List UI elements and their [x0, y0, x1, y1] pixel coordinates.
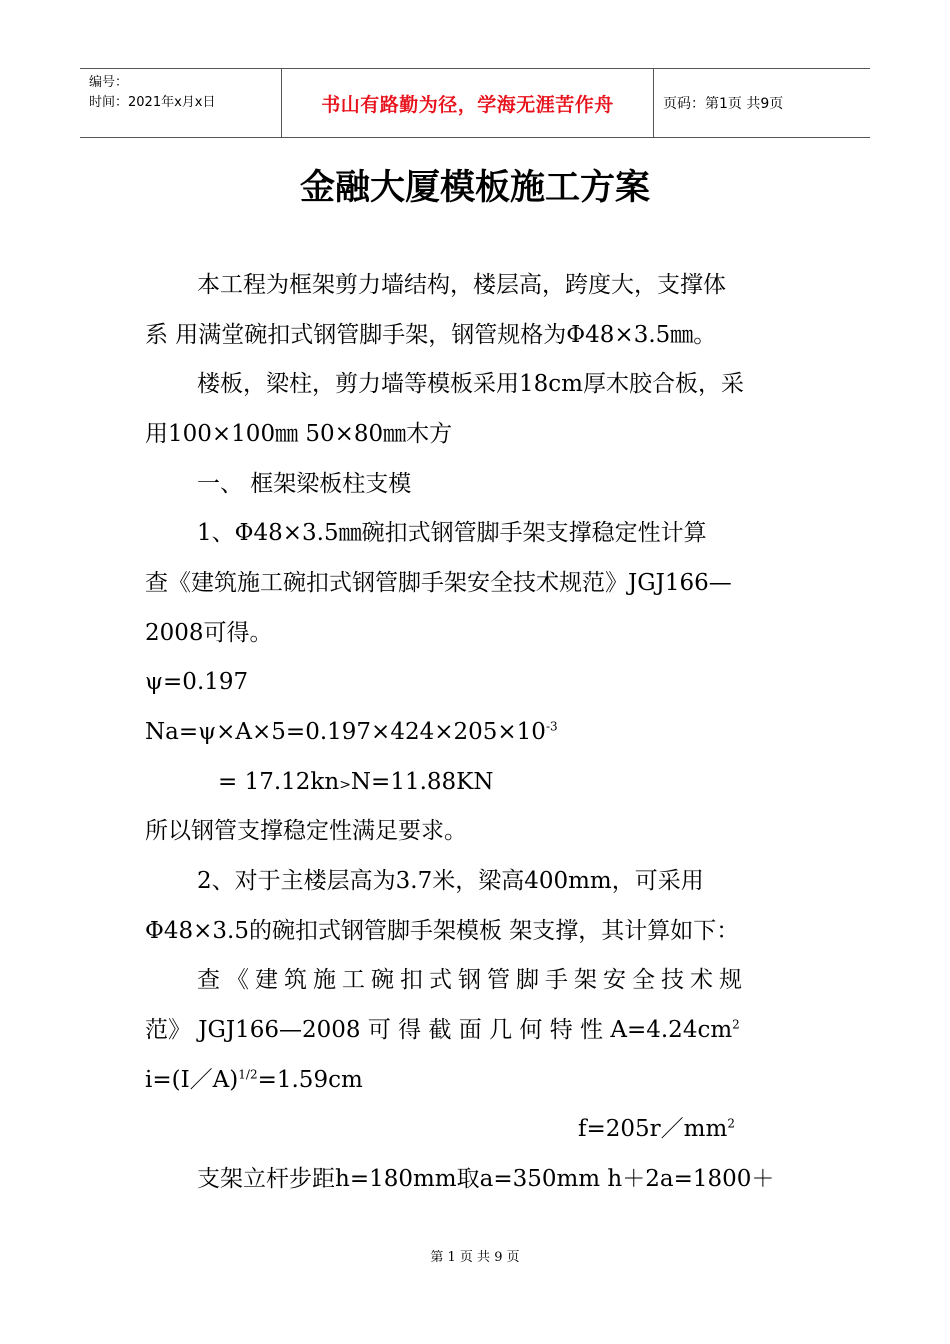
formula-text: 范》 JGJ166—2008 可 得 截 面 几 何 特 性 A=4.24cm [145, 1017, 733, 1043]
formula-text: f=205r／mm [578, 1116, 728, 1142]
document-time-label: 时间：2021年x月x日 [89, 95, 216, 110]
paragraph-line: 楼板，梁柱，剪力墙等模板采用18cm厚木胶合板，采 [197, 371, 744, 397]
paragraph-line: 2008可得。 [145, 620, 273, 646]
formula-comparator: > [339, 777, 351, 793]
formula-line [145, 717, 558, 747]
formula-line [578, 1114, 735, 1144]
paragraph-line: 系 用满堂碗扣式钢管脚手架，钢管规格为Φ48×3.5㎜。 [145, 322, 717, 348]
header-table [80, 68, 870, 138]
formula-line: ψ=0.197 [145, 669, 249, 695]
formula-text: =1.59cm [257, 1067, 363, 1093]
header-left-cell [80, 69, 281, 137]
header-motto: 书山有路勤为径，学海无涯苦作舟 [281, 69, 654, 137]
formula-line [145, 1015, 740, 1045]
formula-text: i=(I／A) [145, 1067, 239, 1093]
paragraph-line: 用100×100㎜ 50×80㎜木方 [145, 421, 453, 447]
paragraph-line: 支架立杆步距h=180mm取a=350mm h＋2a=1800＋ [197, 1166, 775, 1192]
paragraph-line: 查《建筑施工碗扣式钢管脚手架安全技术规范》JGJ166— [145, 570, 732, 596]
formula-text: = 17.12kn [218, 769, 340, 795]
paragraph-line: 所以钢管支撑稳定性满足要求。 [145, 818, 467, 844]
formula-text: N=11.88KN [350, 769, 494, 795]
formula-exponent: 2 [732, 1017, 740, 1032]
subsection-heading: 2、对于主楼层高为3.7米，梁高400mm，可采用 [197, 868, 704, 894]
paragraph-line: Φ48×3.5的碗扣式钢管脚手架模板 架支撑，其计算如下： [145, 918, 740, 944]
section-heading: 一、 框架梁板柱支模 [197, 471, 412, 497]
paragraph-line: 本工程为框架剪力墙结构，楼层高，跨度大，支撑体 [197, 272, 726, 298]
document-number-label: 编号： [89, 75, 129, 90]
formula-exponent: -3 [545, 719, 558, 734]
page-footer: 第 1 页 共 9 页 [430, 1250, 520, 1265]
paragraph-line: 查《建筑施工碗扣式钢管脚手架安全技术规 [197, 967, 748, 993]
formula-line [145, 1065, 363, 1095]
formula-line [218, 767, 493, 800]
document-title: 金融大厦模板施工方案 [299, 168, 650, 208]
formula-text: Na=ψ×A×5=0.197×424×205×10 [145, 719, 546, 745]
header-page-info: 页码：第1页 共9页 [663, 96, 784, 112]
formula-exponent: 2 [727, 1116, 735, 1131]
formula-exponent: 1/2 [238, 1067, 258, 1082]
subsection-heading: 1、Φ48×3.5㎜碗扣式钢管脚手架支撑稳定性计算 [197, 520, 707, 546]
